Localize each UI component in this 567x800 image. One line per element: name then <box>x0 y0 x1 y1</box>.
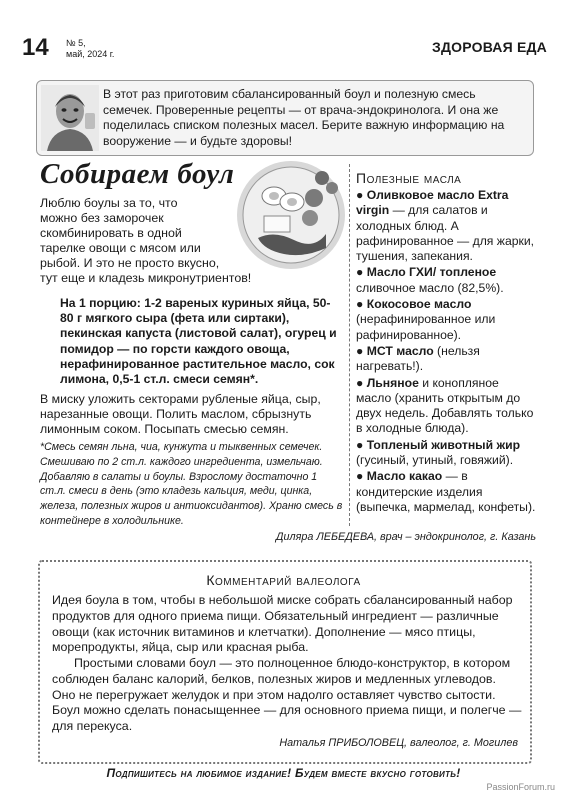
oil-desc: — в кондитерские изделия (выпечка, мармелад, конфеты). <box>356 469 536 514</box>
intro-text: В этот раз приготовим сбалансированный боул и полезную смесь семечек. Проверенные рецепты — от врача-эндокринолога. И она же поделилась списком полезных масел. Берите важную информацию на вооружение — и будьте здоровы! <box>103 87 505 148</box>
oil-desc: (нельзя нагревать!). <box>356 343 480 374</box>
lead-line: тарелке овощи с мясом или <box>40 241 201 255</box>
valeologist-signature: Наталья ПРИБОЛОВЕЦ, валеолог, г. Могилев <box>279 737 518 749</box>
oil-item: ● Топленый животный жир (гусиный, утиный, говяжий). <box>356 437 521 468</box>
oil-name: Льняное <box>366 375 419 390</box>
comment-paragraph: Идея боула в том, чтобы в небольшой миске собрать сбалансированный набор продуктов для одного приема пищи. Обязательный ингредиент — различные овощи (как источник витаминов и клетчатки). Дополнение — мясо птицы, морепродукты, яйца, сыр или красная рыба. <box>52 593 513 655</box>
oil-item: ● Масло какао — в кондитерские изделия (выпечка, мармелад, конфеты). <box>356 469 536 514</box>
recipe-ingredients: На 1 порцию: 1-2 вареных куриных яйца, 50-80 г мягкого сыра (фета или сиртаки), пекинская капуста (листовой салат), огурец и помидор — по горсти каждого овоща, нерафинированное растительное масло, сок лимона, 0,5-1 ст.л. смеси семян*. <box>60 296 337 387</box>
issue-info <box>66 38 114 60</box>
oil-item: ● Масло ГХИ/ топленое сливочное масло (82,5%). <box>356 265 504 295</box>
lead-line: рыбой. И это не просто вкусно, <box>40 256 220 270</box>
issue-date: май, 2024 г. <box>66 49 115 59</box>
intro-box <box>36 80 534 156</box>
author-photo <box>41 85 99 151</box>
oil-item: ● МСТ масло (нельзя нагревать!). <box>356 343 480 374</box>
comment-paragraph: Простыми словами боул — это полноценное блюдо-конструктор, в котором соблюден баланс калорий, белков, полезных жиров и медленных углеводов. Оно не перегружает желудок и при этом надолго оставляет чувство сытости. Боул можно сделать понасыщеннее — для основного приема пищи, и полегче — для перекуса. <box>52 656 522 734</box>
oil-desc: и конопляное масло (хранить открытым до двух недель. Добавлять только в холодные блюда). <box>356 375 534 436</box>
comment-heading: Комментарий валеолога <box>206 572 361 588</box>
oil-name: Масло какао <box>366 469 443 484</box>
author-signature: Диляра ЛЕБЕДЕВА, врач – эндокринолог, г. Казань <box>275 531 536 543</box>
oil-desc: — для салатов и холодных блюд. А рафинированное — для жарки, тушения, запекания. <box>356 203 535 264</box>
watermark: PassionForum.ru <box>486 782 555 792</box>
oil-name: МСТ масло <box>366 343 434 358</box>
lead-line: тут еще и кладезь микронутриентов! <box>40 271 252 285</box>
recipe-instructions: В миску уложить секторами рубленые яйца, сыр, нарезанные овощи. Полить маслом, сбрызнуть лимонным соком. Посыпать смесью семян. <box>40 392 321 436</box>
subscribe-banner: Подпишитесь на любимое издание! Будем вместе вкусно готовить! <box>106 766 461 780</box>
oil-name: Топленый животный жир <box>366 437 521 452</box>
oils-list <box>356 188 536 516</box>
oil-item: ● Льняное и конопляное масло (хранить открытым до двух недель. Добавлять только в холодные блюда). <box>356 375 534 436</box>
lead-line: скомбинировать в одной <box>40 226 182 240</box>
oil-desc: (нерафинированное или рафинированное). <box>356 312 496 342</box>
oil-item: ● Кокосовое масло (нерафинированное или рафинированное). <box>356 297 496 342</box>
rubric-title: ЗДОРОВАЯ ЕДА <box>432 39 547 55</box>
oil-desc: (гусиный, утиный, говяжий). <box>356 453 514 468</box>
page-header <box>22 30 547 70</box>
page-number: 14 <box>22 34 49 61</box>
oil-name: Кокосовое масло <box>366 297 472 312</box>
article-lead <box>40 196 340 286</box>
oil-name: Масло ГХИ/ топленое <box>366 265 497 280</box>
lead-line: Люблю боулы за то, что <box>40 196 178 210</box>
oil-item: ● Оливковое масло Extra virgin — для салатов и холодных блюд. А рафинированное — для жарки, тушения, запекания. <box>356 188 535 264</box>
article-title: Собираем боул <box>40 158 235 190</box>
oil-desc: сливочное масло (82,5%). <box>356 280 504 295</box>
oils-heading: Полезные масла <box>356 170 462 186</box>
issue-number: № 5, <box>66 38 86 48</box>
column-divider <box>349 164 350 526</box>
seed-mix-footnote: *Смесь семян льна, чиа, кунжута и тыквенных семечек. Смешиваю по 2 ст.л. каждого ингредиента, измельчаю. Добавляю в салаты и боулы. Взрослому достаточно 1 ст.л. смеси в день (это кладезь кальция, меди, цинка, железа, полезных жиров и антиоксидантов). Храню смесь в контейнере в холодильнике. <box>40 441 343 527</box>
lead-line: можно без заморочек <box>40 211 164 225</box>
oil-name: Оливковое масло Extra virgin <box>356 188 509 218</box>
